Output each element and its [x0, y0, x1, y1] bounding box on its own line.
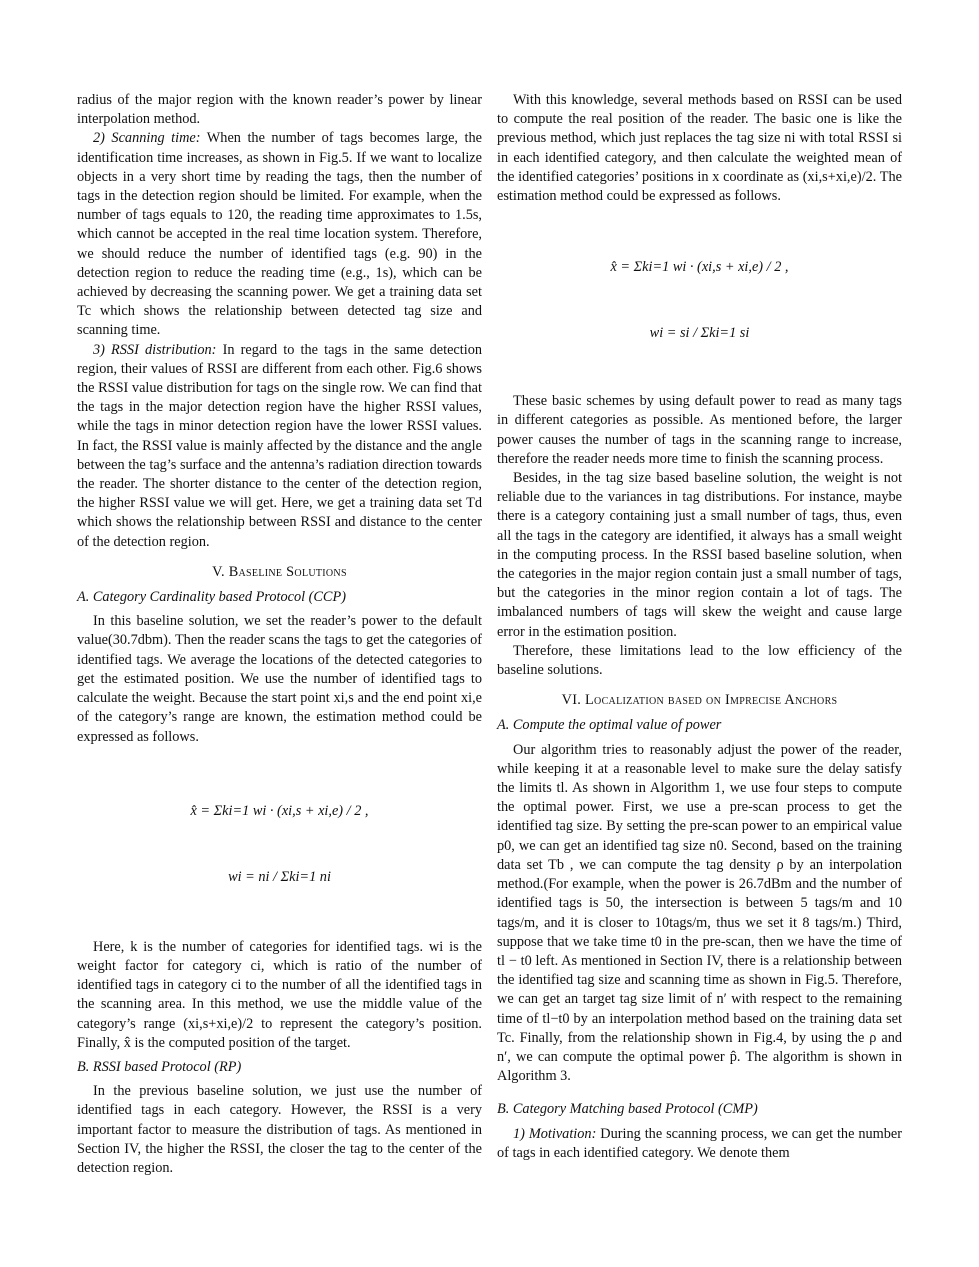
- equation-line: wi = ni / Σki=1 ni: [228, 868, 331, 885]
- paragraph: Our algorithm tries to reasonably adjust the power of the reader, while keeping it at a reasonable level to make sure the delay satisfy the limits tl. As shown in Algorithm 1, we use four steps to compute the optimal power. First, we use a pre-scan process to get the identified tag size. By setting the pre-scan power to an empirical value p0, we can get an identified tag size n0. Second, based on the training data set Tb , we can compute the tag density ρ by an interpolation method.(For example, when the power is 26.7dBm and the number of identified tags is 50, the intersection is between 5 tags/m and 10 tags/m, and it is closer to 10tags/m, thus we set it 8 tags/m.) Third, suppose that we take time t0 in the pre-scan, then we have the time of tl − t0 left. As mentioned in Section IV, there is a relationship between the identified tag size and scanning time as shown in Fig.5. Therefore, we can get an target tag size limit of n′ with respect to the remaining time of tl−t0 by an interpolation method based on the training data set Tc. Finally, from the relationship shown in Fig.4, by using the ρ and n′, we can compute the optimal power p̂. The algorithm is shown in Algorithm 3.: [497, 741, 902, 1085]
- equation: [77, 756, 482, 932]
- paragraph: In this baseline solution, we set the reader’s power to the default value(30.7dbm). Then the reader scans the tags to get the categories of identified tags. We average the locations of the detected categories to get the estimated position. We use the number of identified tags to calculate the weight. Because the start point xi,s and the end point xi,e of the category’s range are known, the estimation method could be expressed as follows.: [77, 613, 482, 745]
- paragraph-scanning-time: [77, 129, 482, 340]
- subsection-heading: A. Category Cardinality based Protocol (CCP): [77, 589, 346, 606]
- paragraph-motivation: [497, 1125, 902, 1163]
- paragraph-lead: 2) Scanning time:: [93, 130, 201, 147]
- paragraph-body: In regard to the tags in the same detection region, their values of RSSI are different from each other. Fig.6 shows the RSSI value distribution for tags on the single row. We can find that the tags in the major detection region have the higher RSSI values, while the tags in minor detection region have the lower RSSI values. In fact, the RSSI value is mainly affected by the distance and the angle between the tag’s surface and the antenna’s radiation direction towards the reader. The shorter distance to the center of the detection region, the higher RSSI value we will get. Here, we get a training data set Td which shows the relationship between RSSI and distance to the center of the detection region.: [77, 341, 483, 550]
- paragraph: radius of the major region with the known reader’s power by linear interpolation method.: [77, 92, 482, 128]
- paragraph-lead: 3) RSSI distribution:: [93, 341, 217, 358]
- paragraph-body: When the number of tags becomes large, the identification time increases, as shown in Fig.5. If we want to localize objects in a very short time by reading the tags, then the number of tags in the detection region should be limited. For example, when the number of tags equals to 120, the reading time approximates to 1.5s, which cannot be accepted in the real time location system. Therefore, we should reduce the number of identified tags (e.g. 90) in the detection region to reduce the reading time (e.g., 1s), which can be achieved by decreasing the scanning power. We get a training data set Tc which shows the relationship between detected tag size and scanning time.: [77, 130, 482, 339]
- paragraph-body: During the scanning process, we can get the number of tags in each identified category. We denote them: [497, 1125, 903, 1161]
- paragraph: These basic schemes by using default power to read as many tags in different categories as possible. As mentioned before, the larger power causes the number of tags in the scanning range to increase, therefore the reader needs more time to finish the scanning process.: [497, 393, 902, 467]
- equation: [497, 212, 902, 388]
- section-heading: V. Baseline Solutions: [212, 563, 347, 580]
- right-column: [497, 91, 902, 1163]
- paragraph: In the previous baseline solution, we just use the number of identified tags in each category. However, the RSSI is a very important factor to measure the distribution of tags. As mentioned in Section IV, the higher the RSSI, the closer the tag to the center of the detection region.: [77, 1083, 482, 1176]
- left-column: [77, 91, 482, 1178]
- equation-line: wi = si / Σki=1 si: [649, 325, 750, 342]
- paragraph: Therefore, these limitations lead to the low efficiency of the baseline solutions.: [497, 642, 902, 679]
- paragraph-lead: 1) Motivation:: [513, 1125, 597, 1142]
- subsection-heading: B. RSSI based Protocol (RP): [77, 1058, 242, 1075]
- subsection-heading: A. Compute the optimal value of power: [497, 717, 722, 734]
- equation-line: x̂ = Σki=1 wi · (xi,s + xi,e) / 2 ,: [610, 259, 789, 276]
- subsection-heading: B. Category Matching based Protocol (CMP): [497, 1101, 758, 1118]
- paragraph: Besides, in the tag size based baseline solution, the weight is not reliable due to the variances in tag distributions. For instance, maybe there is a category containing just a small number of tags, thus, even all the tags in the category are identified, it always has a small weight in the computing process. In the RSSI based baseline solution, when the categories in the major region contain just a small number of tags, but the categories in the minor region contain a lot of tags. The imbalanced numbers of tags will skew the weight and cause large error in the estimation position.: [497, 470, 902, 640]
- paragraph: With this knowledge, several methods based on RSSI can be used to compute the real position of the reader. The basic one is like the previous method, which just replaces the tag size ni with total RSSI si in each identified category, and then calculate the weighted mean of the identified categories’ positions in x coordinate as (xi,s+xi,e)/2. The estimation method could be expressed as follows.: [497, 92, 902, 205]
- paragraph-rssi-distribution: [77, 341, 482, 552]
- section-heading: VI. Localization based on Imprecise Anchors: [561, 692, 838, 709]
- paragraph: Here, k is the number of categories for identified tags. wi is the weight factor for category ci, which is ratio of the number of identified tags in category ci to the number of all the identified tags in the scanning area. In this method, we use the middle value of the category’s range (xi,s+xi,e)/2 to represent the category’s position. Finally, x̂ is the computed position of the target.: [77, 938, 482, 1051]
- equation-line: x̂ = Σki=1 wi · (xi,s + xi,e) / 2 ,: [190, 802, 369, 819]
